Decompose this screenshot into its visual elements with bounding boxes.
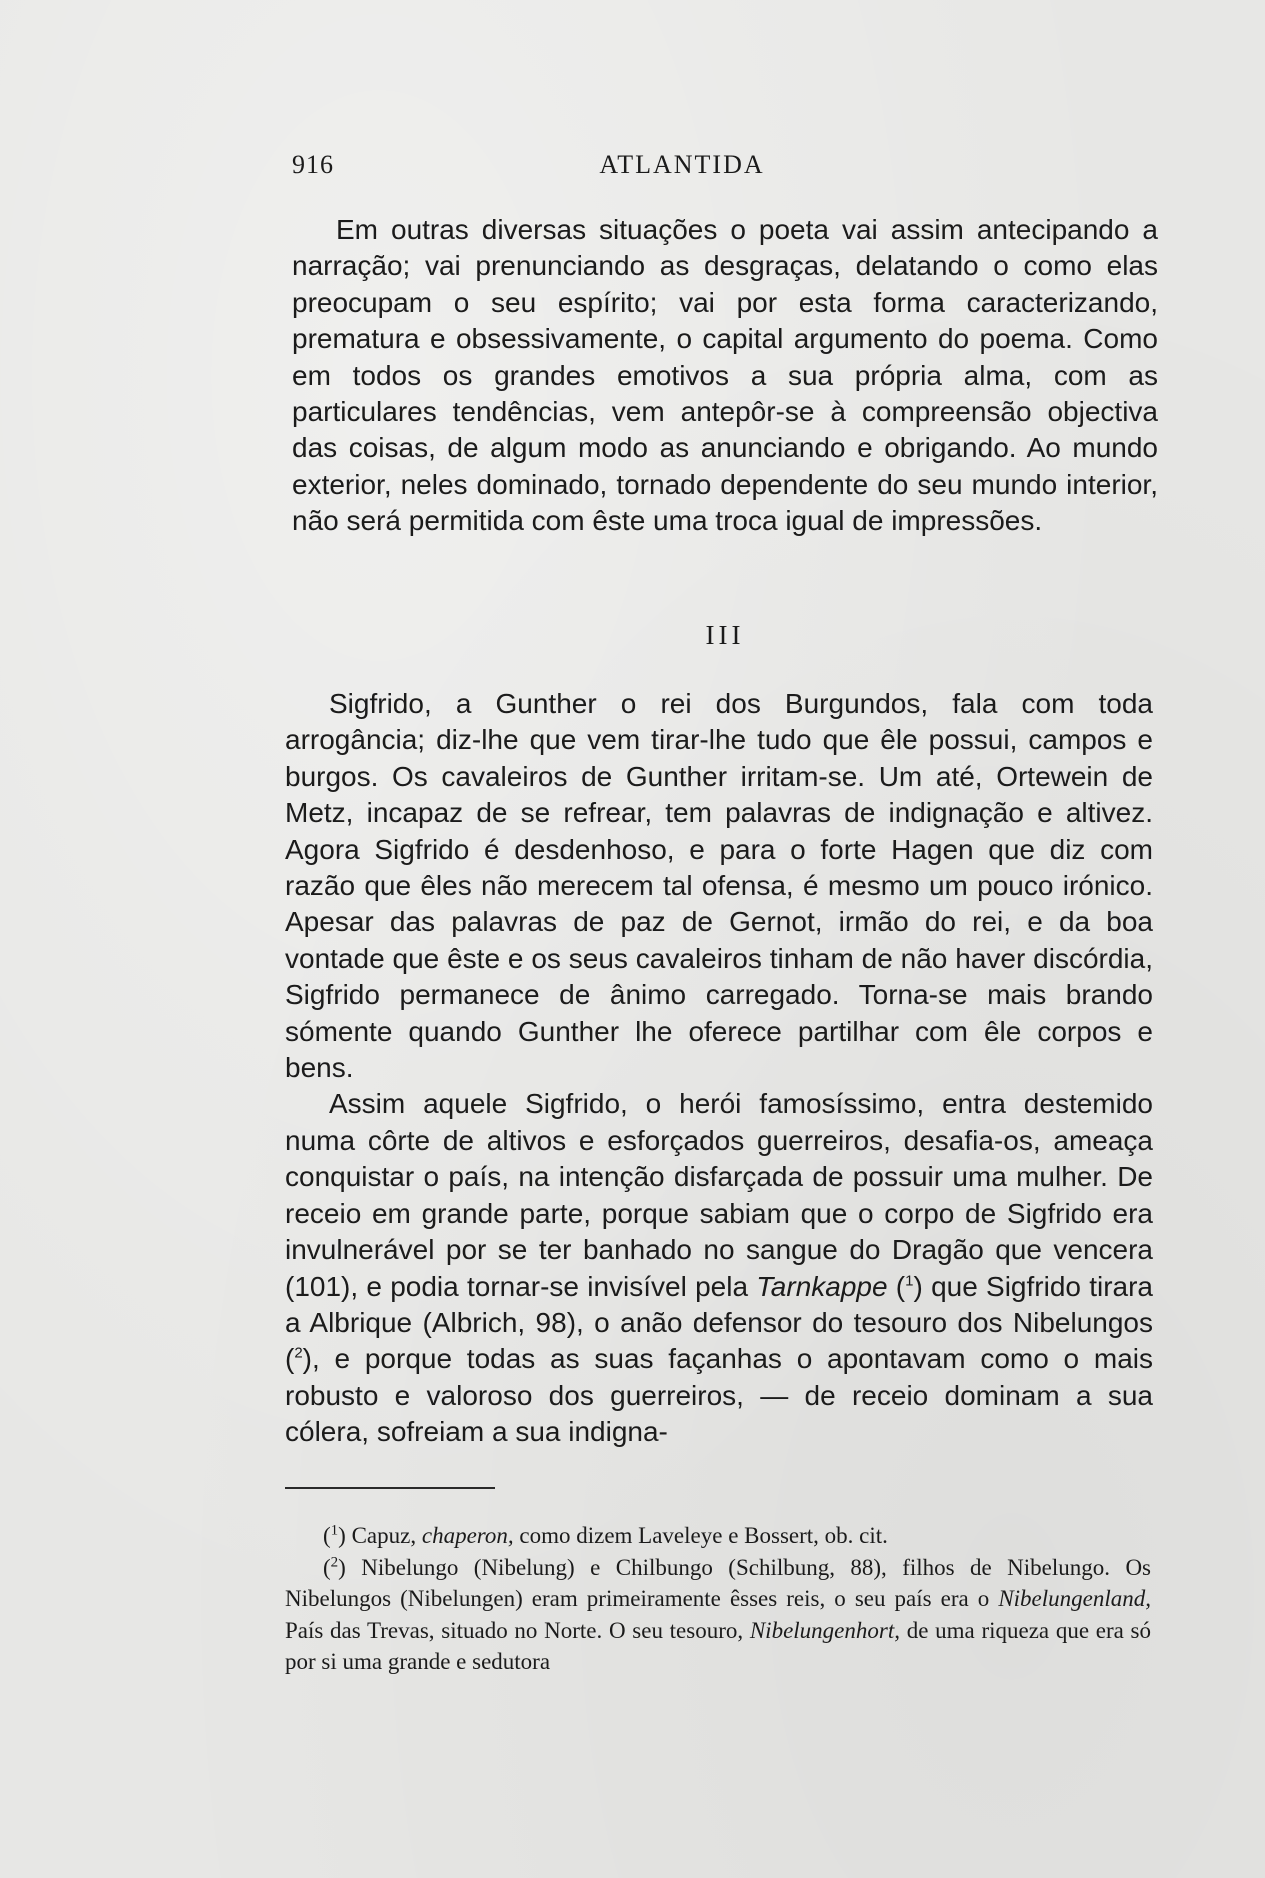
paragraph-text: ), e porque todas as suas façanhas o apontavam como o mais robusto e valoroso dos guerreiros, — de receio dominam a sua cólera, sofreiam a sua indigna- — [285, 1343, 1153, 1448]
footnote-1 — [285, 1520, 1151, 1552]
footnote-text: de uma riqueza que era só por si uma grande e sedutora — [285, 1617, 1152, 1674]
footnote-text: como dizem Laveleye e Bossert, ob. cit. — [513, 1523, 888, 1548]
paragraph — [285, 1086, 1153, 1450]
footnote-ref: 1 — [905, 1272, 914, 1290]
paragraph-text: Assim aquele Sigfrido, o herói famosíssimo, entra destemido numa côrte de altivos e esforçados guerreiros, desafia-os, ameaça conquistar o país, na intenção disfarçada de possuir uma mulher. De receio em grande parte, porque sabiam que o corpo de Sigfrido era invulnerável por se ter banhado no sangue do Dragão que vencera (101), e podia tornar-se invisível pela — [285, 1088, 1153, 1302]
footnote-text: ( — [323, 1554, 331, 1580]
footnote-text: Nibelungo (Nibelung) e Chilbungo (Schilbung, 88), filhos de Nibelungo. Os Nibelungos (Nibelungen) eram primeiramente êsses reis, o seu país era o — [285, 1554, 1152, 1611]
italic-term: Nibelungenland, — [998, 1586, 1151, 1611]
italic-term: Tarnkappe — [756, 1270, 888, 1302]
footnote-text: ) — [338, 1523, 352, 1548]
page-number: 916 — [292, 150, 334, 179]
footnote-divider — [285, 1487, 495, 1489]
italic-term: Nibelungenhort, — [749, 1617, 900, 1643]
journal-title: ATLANTIDA — [599, 150, 765, 179]
footnote-text: País das Trevas, situado no Norte. O seu tesouro, — [285, 1617, 750, 1643]
footnote-mark: 2 — [330, 1553, 339, 1570]
footnote-text: Capuz, — [351, 1523, 422, 1548]
footnote-2 — [285, 1552, 1151, 1678]
section-text-block — [285, 686, 1153, 1451]
paragraph: Em outras diversas situações o poeta vai assim antecipando a narração; vai prenunciando as desgraças, delatando o como elas preocupam o seu espírito; vai por esta forma caracterizando, prematura e obsessivamente, o capital argumento do poema. Como em todos os grandes emotivos a sua própria alma, com as particulares tendências, vem antepôr-se à compreensão objectiva das coisas, de algum modo as anunciando e obrigando. Ao mundo exterior, neles dominado, tornado dependente do seu mundo interior, não será permitida com êste uma troca igual de impressões. — [292, 214, 1158, 537]
paragraph: Sigfrido, a Gunther o rei dos Burgundos, fala com toda arrogância; diz-lhe que vem tirar-lhe tudo que êle possui, campos e burgos. Os cavaleiros de Gunther irritam-se. Um até, Ortewein de Metz, incapaz de se refrear, tem palavras de indignação e altivez. Agora Sigfrido é desdenhoso, e para o forte Hagen que diz com razão que êles não merecem tal ofensa, é mesmo um pouco irónico. Apesar das palavras de paz de Gernot, irmão do rei, e da boa vontade que êste e os seus cavaleiros tinham de não haver discórdia, Sigfrido permanece de ânimo carregado. Torna-se mais brando sómente quando Gunther lhe oferece partilhar com êle corpos e bens. — [285, 688, 1153, 1084]
footnote-text: ) — [338, 1554, 362, 1580]
footnote-mark: 1 — [330, 1522, 339, 1539]
paragraph-text: que Sigfrido tirara a Albrique (Albrich, 98), o anão defensor do tesouro dos Nibelungos ( — [285, 1270, 1153, 1375]
running-head — [292, 150, 1162, 186]
paragraph-text: ( — [887, 1270, 906, 1302]
section-heading: III — [705, 620, 745, 650]
italic-term: chaperon, — [421, 1523, 514, 1548]
footnote-ref: 2 — [294, 1344, 303, 1362]
opening-text-block — [292, 212, 1158, 540]
paragraph-text: ) — [913, 1270, 932, 1302]
footnote-text: ( — [323, 1523, 331, 1548]
footnotes — [285, 1520, 1151, 1678]
